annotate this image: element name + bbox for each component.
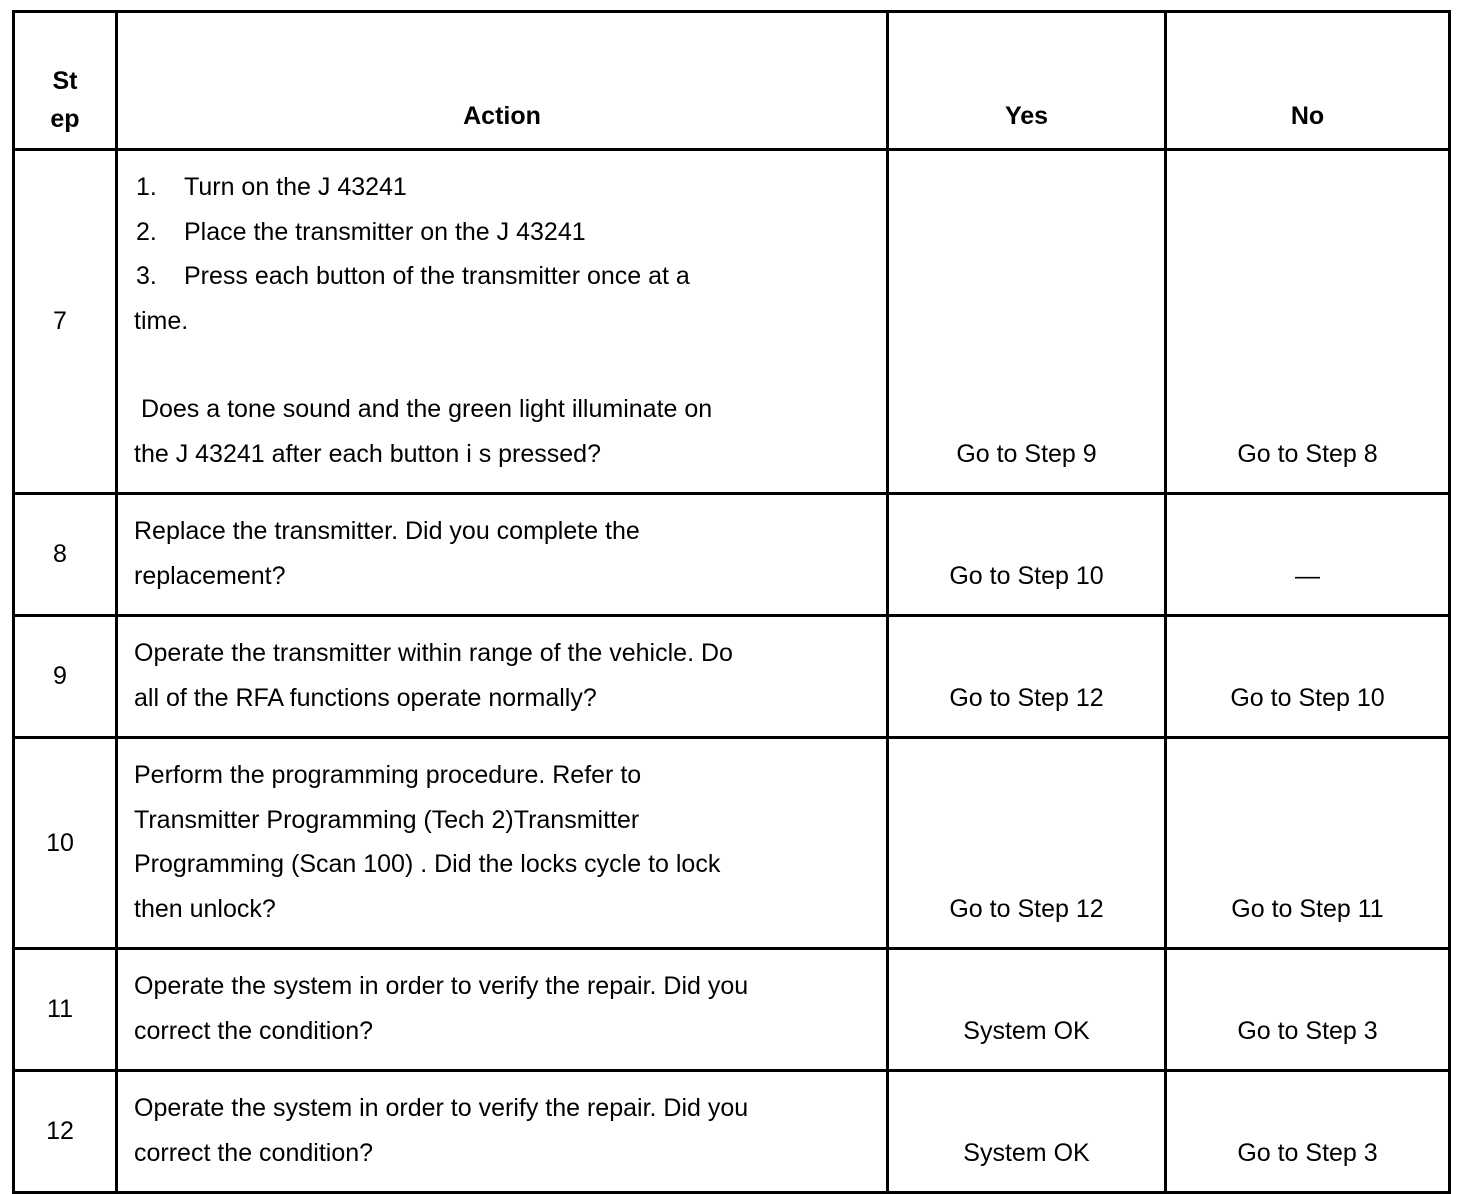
- table-row-step-10: [14, 738, 1450, 949]
- action-line: correct the condition?: [134, 1016, 374, 1045]
- diagnostic-table-container: [12, 10, 1451, 1194]
- table-row-step-8: [14, 494, 1450, 616]
- list-item: [134, 254, 870, 299]
- action-cell: [117, 616, 888, 738]
- list-item: [134, 210, 870, 255]
- diagnostic-step-table: [12, 10, 1451, 1194]
- no-result: Go to Step 8: [1166, 150, 1450, 494]
- question-line-1: Does a tone sound and the green light illuminate on: [134, 395, 713, 423]
- action-line: Perform the programming procedure. Refer to: [134, 761, 642, 789]
- step-number: 9: [14, 616, 117, 738]
- list-item-number: 3.: [136, 262, 157, 290]
- list-item-text: Turn on the J 43241: [184, 173, 407, 201]
- yes-result: System OK: [888, 1071, 1166, 1193]
- table-row-step-9: [14, 616, 1450, 738]
- action-line: correct the condition?: [134, 1138, 374, 1167]
- action-cell: [117, 738, 888, 949]
- yes-result: System OK: [888, 949, 1166, 1071]
- action-line: Operate the transmitter within range of the vehicle. Do: [134, 639, 733, 667]
- spacer: [134, 343, 870, 387]
- no-result: [1166, 494, 1450, 616]
- list-item-text: Place the transmitter on the J 43241: [184, 217, 586, 246]
- yes-result: Go to Step 12: [888, 738, 1166, 949]
- yes-column-header: Yes: [888, 12, 1166, 150]
- yes-result: Go to Step 9: [888, 150, 1166, 494]
- list-item-text: Press each button of the transmitter once at a: [184, 262, 690, 290]
- table-header-row: [14, 12, 1450, 150]
- no-column-header: No: [1166, 12, 1450, 150]
- dash-placeholder: —: [1295, 561, 1320, 590]
- table-row-step-12: [14, 1071, 1450, 1193]
- action-cell: [117, 494, 888, 616]
- table-row-step-11: [14, 949, 1450, 1071]
- step-number: 11: [14, 949, 117, 1071]
- no-result: Go to Step 11: [1166, 738, 1450, 949]
- action-cell: [117, 1071, 888, 1193]
- action-line: Operate the system in order to verify the repair. Did you: [134, 1094, 749, 1122]
- step-header-line2: ep: [50, 105, 80, 133]
- no-result: Go to Step 10: [1166, 616, 1450, 738]
- action-cell: [117, 949, 888, 1071]
- yes-result: Go to Step 12: [888, 616, 1166, 738]
- action-cell: [117, 150, 888, 494]
- list-item-continuation: time.: [134, 306, 189, 335]
- step-number: 12: [14, 1071, 117, 1193]
- step-number: 7: [14, 150, 117, 494]
- step-header-line1: St: [52, 67, 78, 95]
- step-number: 8: [14, 494, 117, 616]
- action-line: Operate the system in order to verify the repair. Did you: [134, 972, 749, 1000]
- action-line: Transmitter Programming (Tech 2)Transmitter: [134, 805, 640, 834]
- action-line: all of the RFA functions operate normally?: [134, 683, 597, 712]
- action-line: Programming (Scan 100) . Did the locks cycle to lock: [134, 850, 721, 878]
- action-line: Replace the transmitter. Did you complete the: [134, 517, 640, 545]
- action-column-header: Action: [117, 12, 888, 150]
- list-item-number: 2.: [136, 217, 157, 246]
- no-result: Go to Step 3: [1166, 1071, 1450, 1193]
- table-row-step-7: [14, 150, 1450, 494]
- list-item: [134, 165, 870, 210]
- no-result: Go to Step 3: [1166, 949, 1450, 1071]
- question-line-2: the J 43241 after each button i s pressed?: [134, 439, 601, 468]
- action-line: replacement?: [134, 561, 286, 590]
- list-item-number: 1.: [136, 173, 157, 201]
- step-number: 10: [14, 738, 117, 949]
- yes-result: Go to Step 10: [888, 494, 1166, 616]
- action-line: then unlock?: [134, 894, 276, 923]
- step-column-header: [14, 12, 117, 150]
